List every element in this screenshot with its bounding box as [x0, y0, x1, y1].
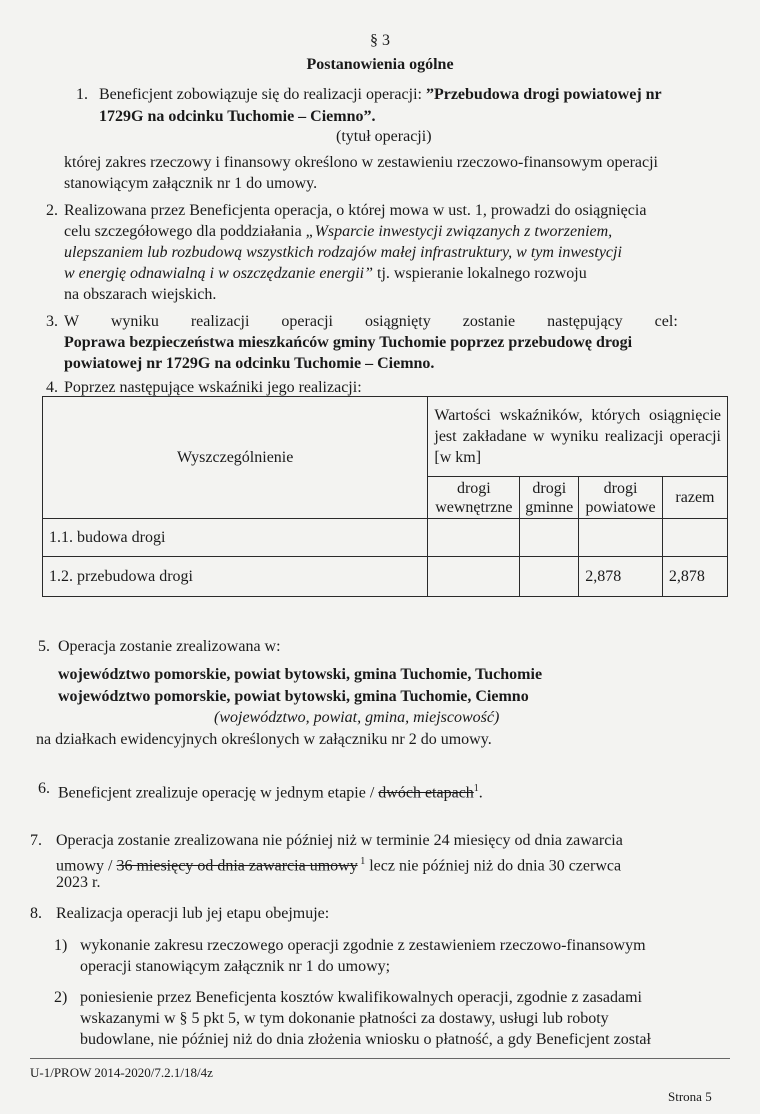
paragraph-text: [64, 221, 612, 242]
table-cell: [428, 519, 520, 557]
column-header-specification: Wyszczególnienie: [43, 397, 428, 519]
footer-divider: [30, 1058, 730, 1059]
section-number: § 3: [370, 32, 390, 49]
paragraph-number: 4.: [46, 379, 58, 396]
table-cell: [428, 557, 520, 597]
subheader-county-roads: drogi powiatowe: [579, 477, 663, 519]
goal-text: Poprawa bezpieczeństwa mieszkańców gminy Tuchomie poprzez przebudowę drogi: [64, 334, 633, 351]
row-label: 1.2. przebudowa drogi: [43, 557, 428, 597]
paragraph-text: [58, 778, 483, 803]
paragraph-text: [56, 851, 621, 876]
operation-title: ”Przebudowa drogi powiatowej nr: [425, 86, 662, 103]
list-item-number: 2): [54, 989, 68, 1006]
paragraph-text: [99, 84, 729, 105]
operation-title-cont: 1729G na odcinku Tuchomie – Ciemno”.: [99, 108, 376, 125]
text-run: umowy /: [56, 857, 117, 875]
title-caption: (tytuł operacji): [336, 128, 432, 145]
text-run: celu szczegółowego dla poddziałania: [64, 223, 306, 240]
table-row: [43, 519, 728, 557]
measure-name: ulepszaniem lub rozbudową wszystkich rodzajów małej infrastruktury, w tym inwestycji: [64, 244, 622, 261]
paragraph-text: Operacja zostanie zrealizowana nie później niż w terminie 24 miesięcy od dnia zawarcia: [56, 832, 623, 849]
text-run: .: [478, 784, 483, 802]
paragraph-text: Operacja zostanie zrealizowana w:: [58, 638, 281, 655]
table-cell: 2,878: [662, 557, 727, 597]
values-header: Wartości wskaźników, których osiągnięcie jest zakładane w wyniku realizacji operacji [w km]: [428, 397, 728, 477]
paragraph-text: W wyniku realizacji operacji osiągnięty zostanie następujący cel:: [64, 313, 678, 330]
measure-name: „Wsparcie inwestycji związanych z tworzeniem,: [305, 223, 613, 240]
goal-text: powiatowej nr 1729G na odcinku Tuchomie – Ciemno.: [64, 355, 435, 372]
footnote-marker: 1: [473, 783, 479, 794]
paragraph-number: 8.: [30, 905, 42, 922]
text-run: lecz nie później niż do dnia 30 czerwca: [365, 857, 622, 875]
subheader-municipal-roads: drogi gminne: [520, 477, 579, 519]
list-item-text: wskazanymi w § 5 pkt 5, w tym dokonanie płatności za dostawy, usługi lub roboty: [80, 1010, 609, 1027]
paragraph-text: na działkach ewidencyjnych określonych w załączniku nr 2 do umowy.: [36, 731, 492, 748]
paragraph-text: Poprzez następujące wskaźniki jego realizacji:: [64, 379, 362, 396]
table-row: [43, 557, 728, 597]
table-cell: 2,878: [579, 557, 663, 597]
measure-name: w energię odnawialną i w oszczędzanie energii”: [64, 265, 374, 282]
list-item-text: poniesienie przez Beneficjenta kosztów kwalifikowalnych operacji, zgodnie z zasadami: [80, 989, 642, 1006]
paragraph-text: stanowiącym załącznik nr 1 do umowy.: [64, 175, 318, 192]
paragraph-text: [64, 263, 587, 284]
subheader-internal-roads: drogi wewnętrzne: [428, 477, 520, 519]
paragraph-text: 2023 r.: [56, 874, 101, 891]
paragraph-number: 2.: [46, 202, 58, 219]
text-run: Beneficjent zobowiązuje się do realizacji operacji:: [99, 86, 426, 103]
paragraph-number: 3.: [46, 313, 58, 330]
section-title: Postanowienia ogólne: [306, 56, 454, 73]
paragraph-number: 7.: [30, 832, 42, 849]
row-label: 1.1. budowa drogi: [43, 519, 428, 557]
text-run: tj. wspieranie lokalnego rozwoju: [373, 265, 587, 282]
table-cell: [662, 519, 727, 557]
paragraph-number: 1.: [76, 86, 88, 103]
location-caption: (województwo, powiat, gmina, miejscowość): [214, 709, 500, 726]
page-number: Strona 5: [668, 1089, 712, 1104]
paragraph-text: Realizowana przez Beneficjenta operacja, o której mowa w ust. 1, prowadzi do osiągnięcia: [64, 202, 647, 219]
document-code: U-1/PROW 2014-2020/7.2.1/18/4z: [30, 1065, 213, 1080]
paragraph-text: której zakres rzeczowy i finansowy określono w zestawieniu rzeczowo-finansowym operacji: [64, 154, 658, 171]
subheader-total: razem: [662, 477, 727, 519]
paragraph-text: na obszarach wiejskich.: [64, 286, 217, 303]
location-line: województwo pomorskie, powiat bytowski, gmina Tuchomie, Ciemno: [58, 688, 529, 705]
table-cell: [579, 519, 663, 557]
text-run: Beneficjent zrealizuje operację w jednym etapie /: [58, 784, 379, 802]
paragraph-number: 5.: [38, 638, 50, 655]
paragraph-number: 6.: [38, 780, 50, 797]
table-cell: [520, 519, 579, 557]
footnote-marker: 1: [357, 856, 366, 867]
struck-option: 36 miesięcy od dnia zawarcia umowy: [116, 857, 358, 875]
list-item-text: operacji stanowiącym załącznik nr 1 do umowy;: [80, 958, 391, 975]
paragraph-text: Realizacja operacji lub jej etapu obejmuje:: [56, 905, 330, 922]
list-item-text: budowlane, nie później niż do dnia złożenia wniosku o płatność, a gdy Beneficjent został: [80, 1031, 651, 1048]
struck-option: dwóch etapach: [378, 784, 474, 802]
table-cell: [520, 557, 579, 597]
indicators-table: [42, 396, 728, 597]
list-item-text: wykonanie zakresu rzeczowego operacji zgodnie z zestawieniem rzeczowo-finansowym: [80, 937, 646, 954]
list-item-number: 1): [54, 937, 68, 954]
location-line: województwo pomorskie, powiat bytowski, gmina Tuchomie, Tuchomie: [58, 666, 543, 683]
